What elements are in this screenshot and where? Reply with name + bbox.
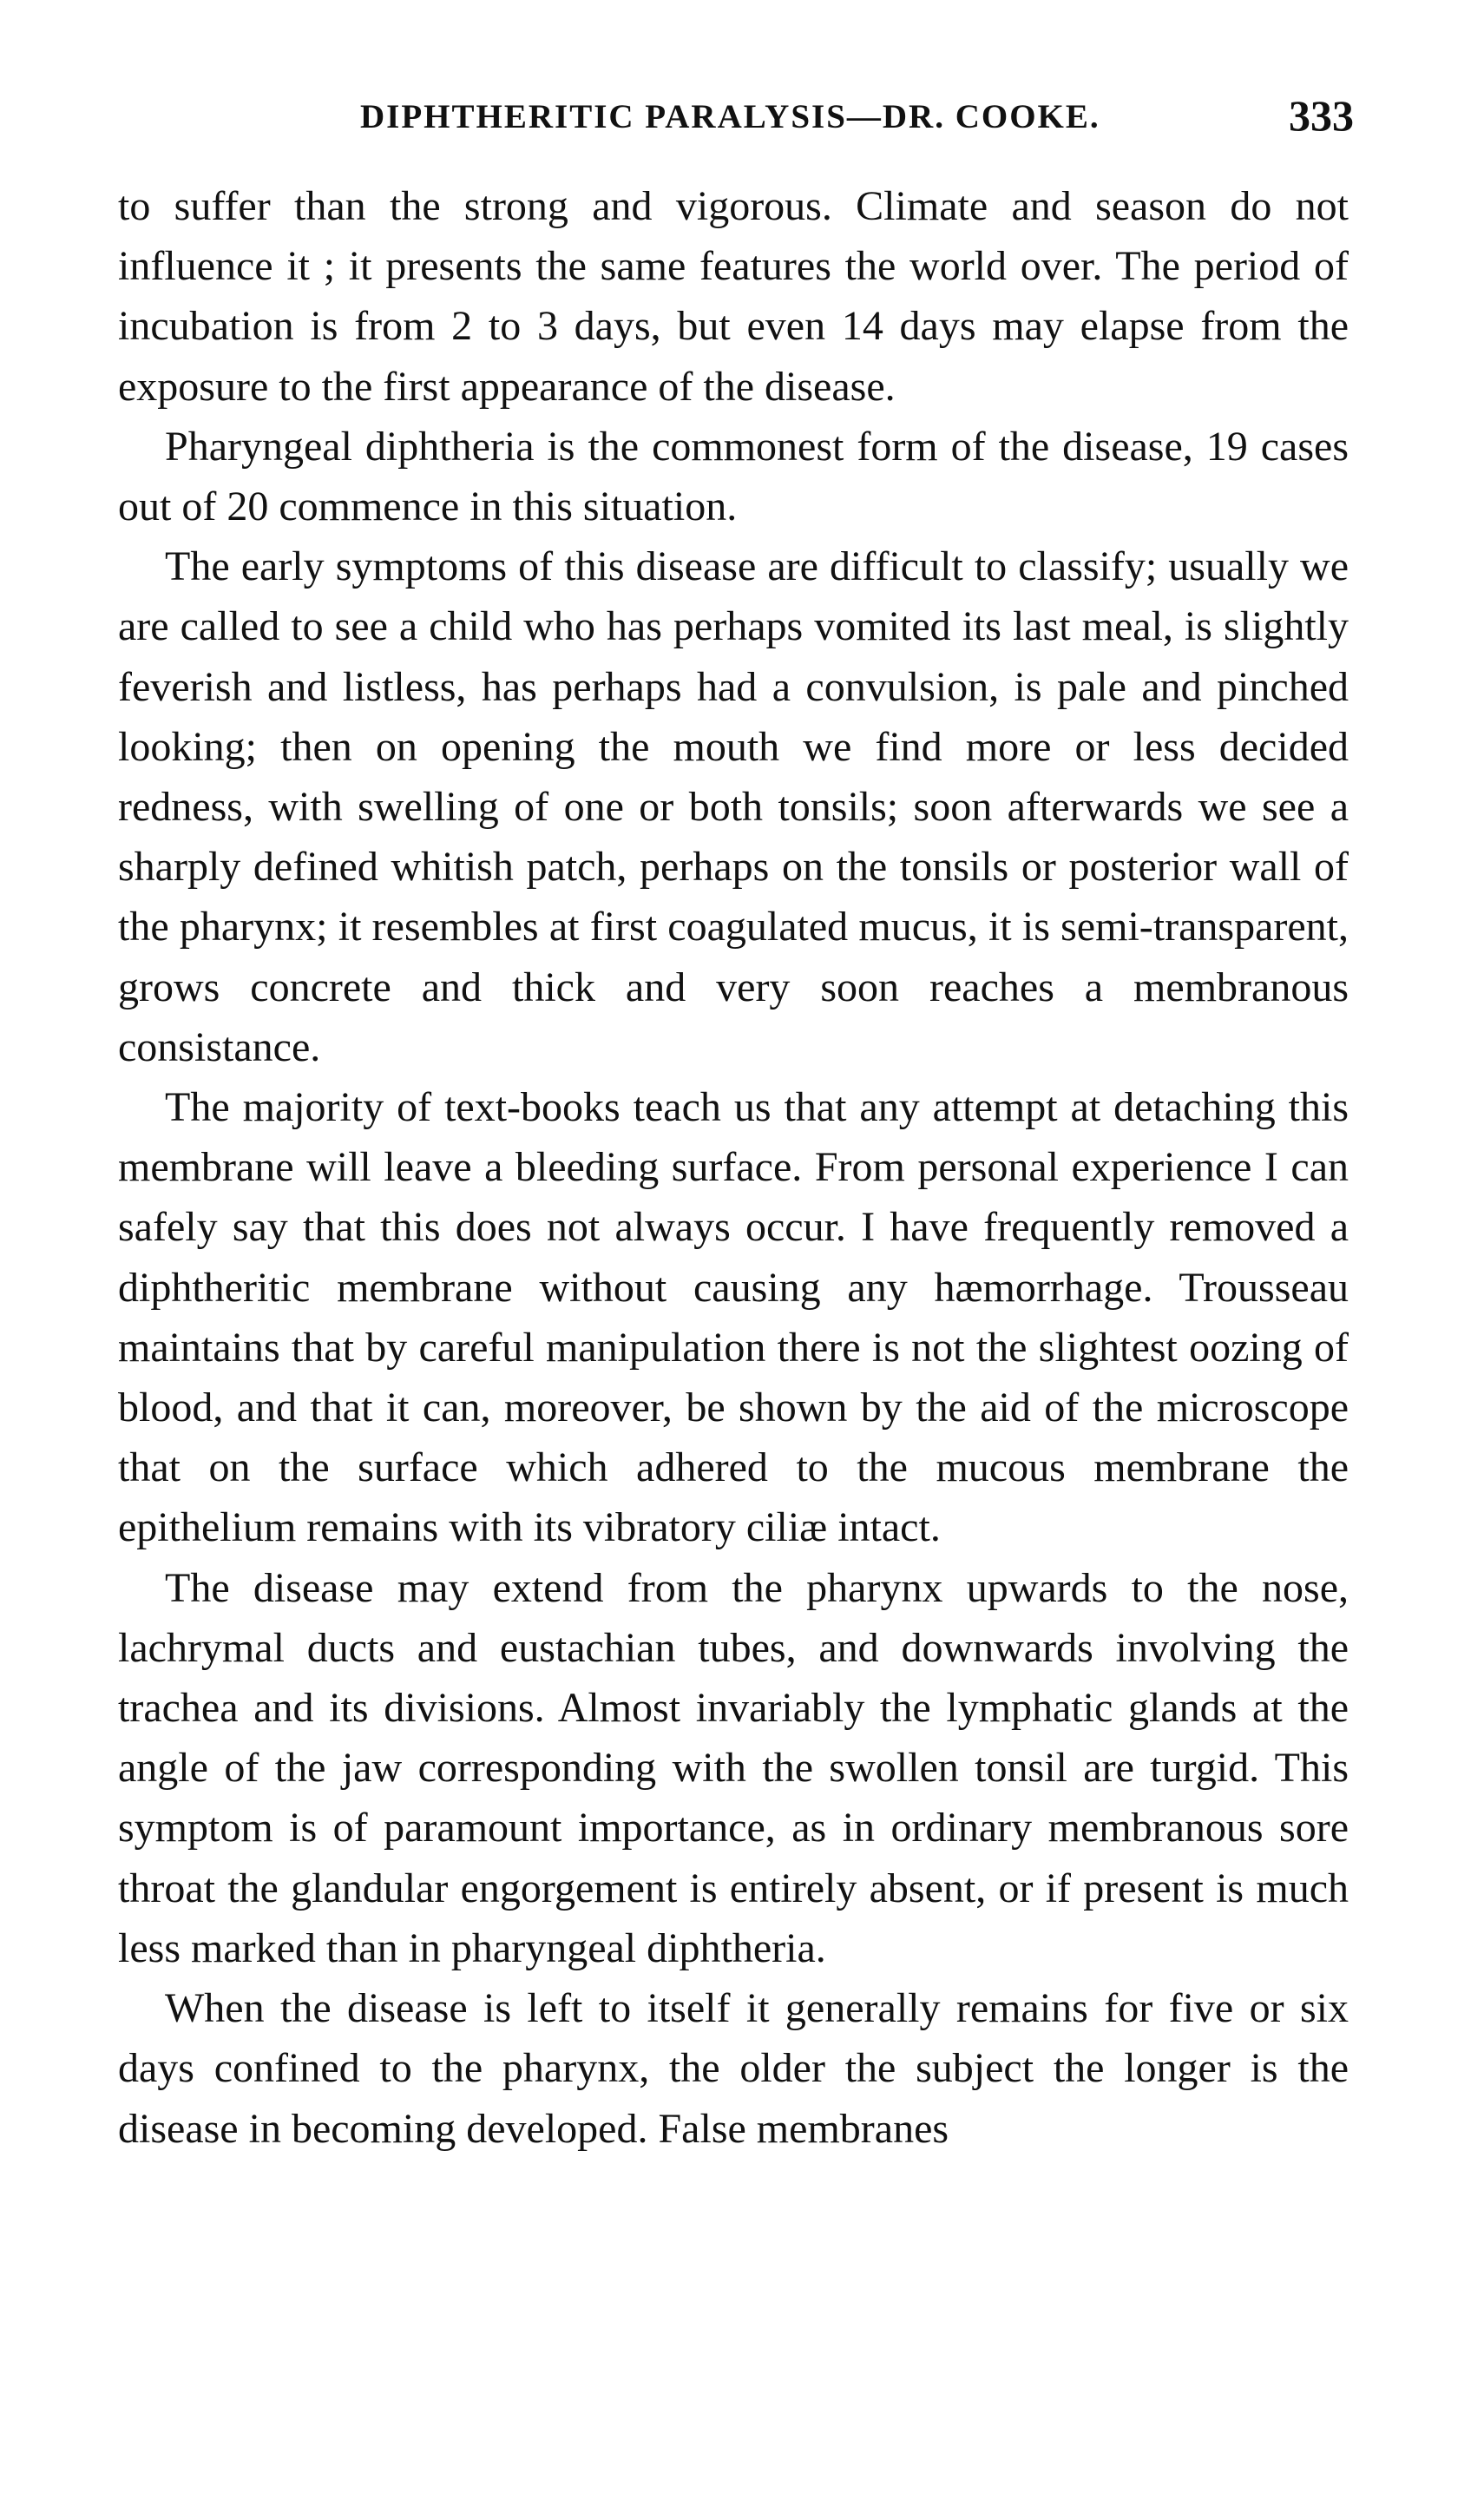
running-title: DIPHTHERITIC PARALYSIS—DR. COOKE. [360,98,1100,135]
paragraph: The early symptoms of this disease are difficult to classify; usually we are called to see a child who has perhaps vomited its last meal, is slightly feverish and listless, has perhaps had a convulsion, is pale and pinched looking; then on opening the mouth we find more or less decided redness, with swelling of one or both tonsils; soon afterwards we see a sharply defined whitish patch, perhaps on the tonsils or posterior wall of the pharynx; it resembles at first coagulated mucus, it is semi-transparent, grows concrete and thick and very soon reaches a membranous consistance. [118,543,1349,1070]
running-head [121,87,1354,156]
paragraph: When the disease is left to itself it generally remains for five or six days confined to the pharynx, the older the subject the longer is the disease in becoming developed. False membranes [118,1985,1349,2152]
paragraph: Pharyngeal diphtheria is the commonest form of the disease, 19 cases out of 20 commence in this situation. [118,423,1349,530]
paragraph: The majority of text-books teach us that any attempt at detaching this membrane will leave a bleeding surface. From personal experience I can safely say that this does not always occur. I have frequently removed a diphtheritic membrane without causing any hæmorrhage. Trousseau maintains that by careful manipulation there is not the slightest oozing of blood, and that it can, moreover, be shown by the aid of the microscope that on the surface which adhered to the mucous membrane the epithelium remains with its vibratory ciliæ intact. [118,1084,1349,1551]
paragraph: The disease may extend from the pharynx upwards to the nose, lachrymal ducts and eustachian tubes, and downwards involving the trachea and its divisions. Almost invariably the lymphatic glands at the angle of the jaw corresponding with the swollen tonsil are turgid. This symptom is of paramount importance, as in ordinary membranous sore throat the glandular engorgement is entirely absent, or if present is much less marked than in pharyngeal diphtheria. [118,1564,1349,1971]
page-number: 333 [1289,91,1354,140]
body-text [118,176,1349,2159]
paragraph: to suffer than the strong and vigorous. Climate and season do not influence it ; it presents the same features the world over. The period of incubation is from 2 to 3 days, but even 14 days may elapse from the exposure to the first appearance of the disease. [118,183,1349,410]
